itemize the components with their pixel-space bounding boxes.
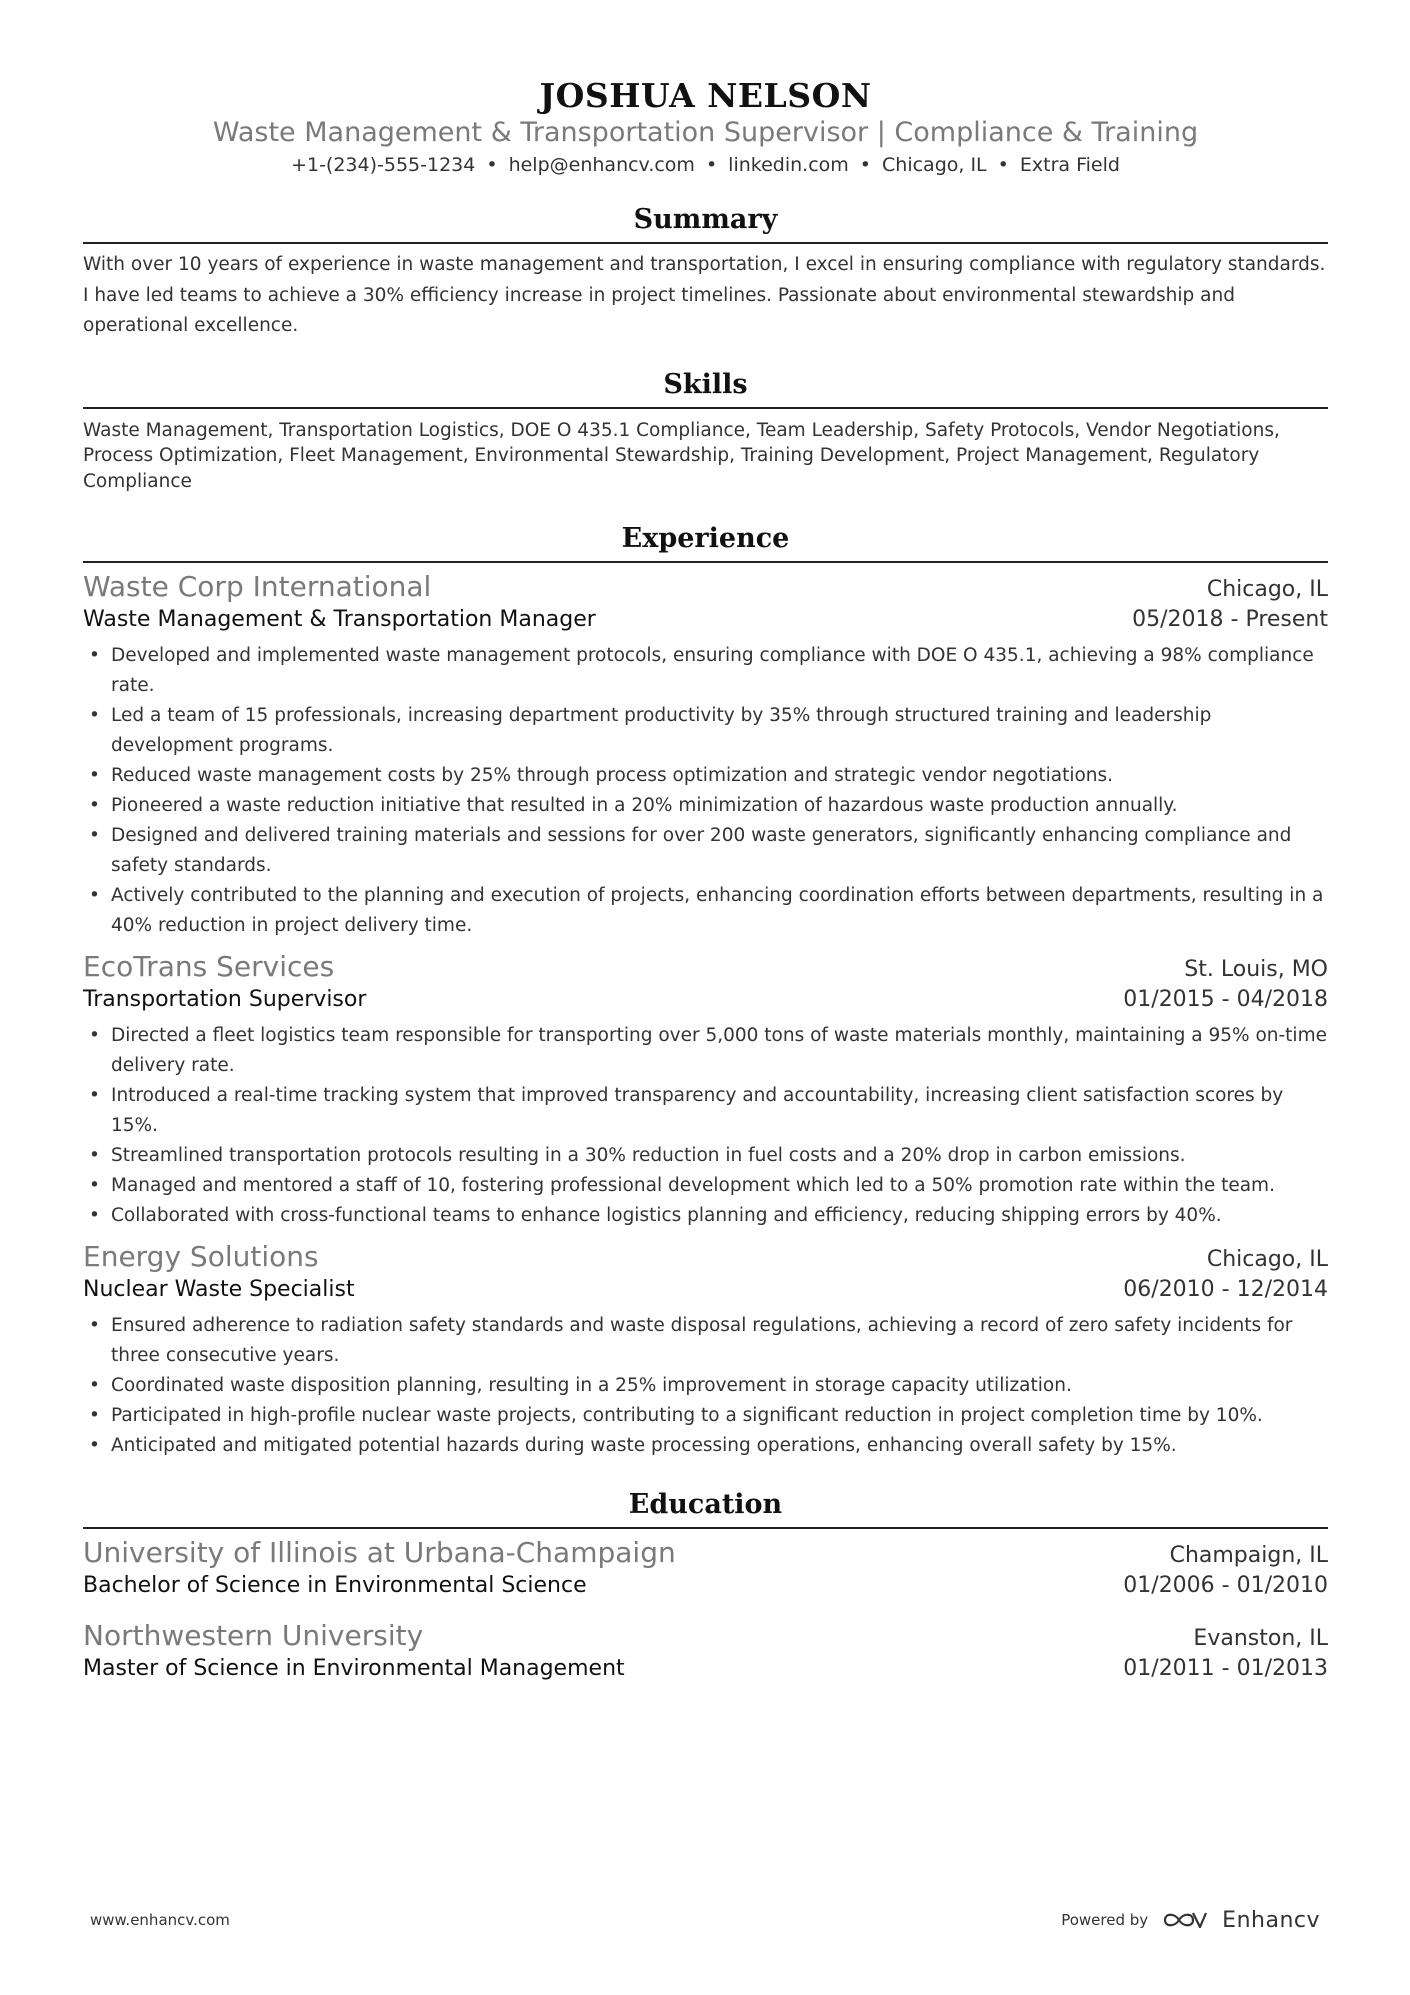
page-footer: [90, 1905, 1320, 1935]
list-item: • Managed and mentored a staff of 10, fostering professional development which led to a 50% promotion rate within the team.: [111, 1171, 1328, 1201]
company-name: EcoTrans Services: [83, 950, 335, 983]
list-item: • Streamlined transportation protocols resulting in a 30% reduction in fuel costs and a 20% drop in carbon emissions.: [111, 1141, 1328, 1171]
bullet-separator: •: [859, 154, 872, 176]
skills-section: [83, 367, 1328, 495]
enhancv-logo-icon: [1162, 1908, 1208, 1932]
job-bullets: [83, 641, 1328, 941]
job-location: Chicago, IL: [1206, 577, 1328, 602]
job-bullets: [83, 1021, 1328, 1231]
section-heading-summary: Summary: [633, 204, 778, 235]
section-divider: [83, 1527, 1328, 1529]
experience-entry: [83, 949, 1328, 1231]
education-section: [83, 1487, 1328, 1684]
list-item: • Pioneered a waste reduction initiative that resulted in a 20% minimization of hazardous waste production annually.: [111, 791, 1328, 821]
contact-phone[interactable]: +1-(234)-555-1234: [291, 154, 476, 176]
job-dates: 01/2015 - 04/2018: [1123, 987, 1328, 1012]
bullet-separator: •: [997, 154, 1009, 176]
experience-entry: [83, 1239, 1328, 1461]
education-dates: 01/2011 - 01/2013: [1123, 1656, 1328, 1681]
list-item: • Actively contributed to the planning and execution of projects, enhancing coordination efforts between departments, resulting in a 40% reduction in project delivery time.: [111, 881, 1328, 941]
summary-text: With over 10 years of experience in waste management and transportation, I excel in ensuring compliance with regulatory standards. I have led teams to achieve a 30% efficiency increase in project timelines. Passionate about environmental stewardship and operational excellence.: [83, 254, 1326, 336]
bullet-separator: •: [705, 154, 718, 176]
section-divider: [83, 242, 1328, 244]
brand-name: Enhancv: [1222, 1907, 1320, 1933]
section-divider: [83, 407, 1328, 409]
list-item: • Developed and implemented waste management protocols, ensuring compliance with DOE O 435.1, achieving a 98% compliance rate.: [111, 641, 1328, 701]
candidate-title: Waste Management & Transportation Supervisor | Compliance & Training: [212, 117, 1199, 148]
contact-location: Chicago, IL: [882, 154, 987, 176]
list-item: • Directed a fleet logistics team responsible for transporting over 5,000 tons of waste materials monthly, maintaining a 95% on-time delivery rate.: [111, 1021, 1328, 1081]
school-name: University of Illinois at Urbana-Champaign: [83, 1536, 676, 1569]
resume-page: [83, 0, 1328, 1684]
list-item: • Led a team of 15 professionals, increasing department productivity by 35% through structured training and leadership development programs.: [111, 701, 1328, 761]
list-item: • Collaborated with cross-functional teams to enhance logistics planning and efficiency, reducing shipping errors by 40%.: [111, 1201, 1328, 1231]
school-location: Evanston, IL: [1193, 1626, 1328, 1651]
job-dates: 06/2010 - 12/2014: [1123, 1277, 1328, 1302]
list-item: • Reduced waste management costs by 25% through process optimization and strategic vendor negotiations.: [111, 761, 1328, 791]
experience-entry: [83, 569, 1328, 941]
section-heading-skills: Skills: [663, 368, 748, 400]
powered-by: [1061, 1908, 1320, 1933]
degree: Master of Science in Environmental Management: [83, 1656, 625, 1681]
list-item: • Coordinated waste disposition planning, resulting in a 25% improvement in storage capacity utilization.: [111, 1371, 1328, 1401]
education-entry: [83, 1618, 1328, 1684]
job-title: Transportation Supervisor: [83, 987, 367, 1012]
education-dates: 01/2006 - 01/2010: [1123, 1573, 1328, 1598]
company-name: Waste Corp International: [83, 570, 432, 603]
contact-linkedin[interactable]: linkedin.com: [728, 154, 849, 176]
company-name: Energy Solutions: [83, 1240, 319, 1273]
school-location: Champaign, IL: [1169, 1543, 1328, 1568]
bullet-separator: •: [486, 154, 498, 176]
list-item: • Participated in high-profile nuclear waste projects, contributing to a significant reduction in project completion time by 10%.: [111, 1401, 1328, 1431]
section-divider: [83, 561, 1328, 563]
job-location: Chicago, IL: [1206, 1247, 1328, 1272]
list-item: • Introduced a real-time tracking system that improved transparency and accountability, increasing client satisfaction scores by 15%.: [111, 1081, 1328, 1141]
skills-text: Waste Management, Transportation Logistics, DOE O 435.1 Compliance, Team Leadership, Safety Protocols, Vendor Negotiations, Process Optimization, Fleet Management, Environmental Stewardship, Training Development, Project Management, Regulatory Compliance: [83, 419, 1280, 492]
resume-header: [83, 76, 1328, 178]
list-item: • Designed and delivered training materials and sessions for over 200 waste generators, significantly enhancing compliance and safety standards.: [111, 821, 1328, 881]
contact-extra-field: Extra Field: [1019, 154, 1120, 176]
job-bullets: [83, 1311, 1328, 1461]
education-entry: [83, 1535, 1328, 1601]
job-location: St. Louis, MO: [1184, 957, 1328, 982]
school-name: Northwestern University: [83, 1619, 424, 1652]
experience-section: [83, 521, 1328, 1461]
contact-email[interactable]: help@enhancv.com: [508, 154, 695, 176]
summary-section: [83, 202, 1328, 342]
section-heading-experience: Experience: [621, 523, 790, 554]
list-item: • Anticipated and mitigated potential hazards during waste processing operations, enhancing overall safety by 15%.: [111, 1431, 1328, 1461]
section-heading-education: Education: [628, 1489, 783, 1520]
contact-line: [83, 152, 1328, 178]
job-dates: 05/2018 - Present: [1132, 607, 1328, 632]
degree: Bachelor of Science in Environmental Science: [83, 1573, 587, 1598]
job-title: Waste Management & Transportation Manager: [83, 607, 596, 632]
candidate-name: JOSHUA NELSON: [539, 76, 872, 115]
footer-website[interactable]: www.enhancv.com: [90, 1911, 230, 1929]
job-title: Nuclear Waste Specialist: [83, 1277, 355, 1302]
list-item: • Ensured adherence to radiation safety standards and waste disposal regulations, achieving a record of zero safety incidents for three consecutive years.: [111, 1311, 1328, 1371]
powered-by-label: Powered by: [1061, 1911, 1149, 1929]
